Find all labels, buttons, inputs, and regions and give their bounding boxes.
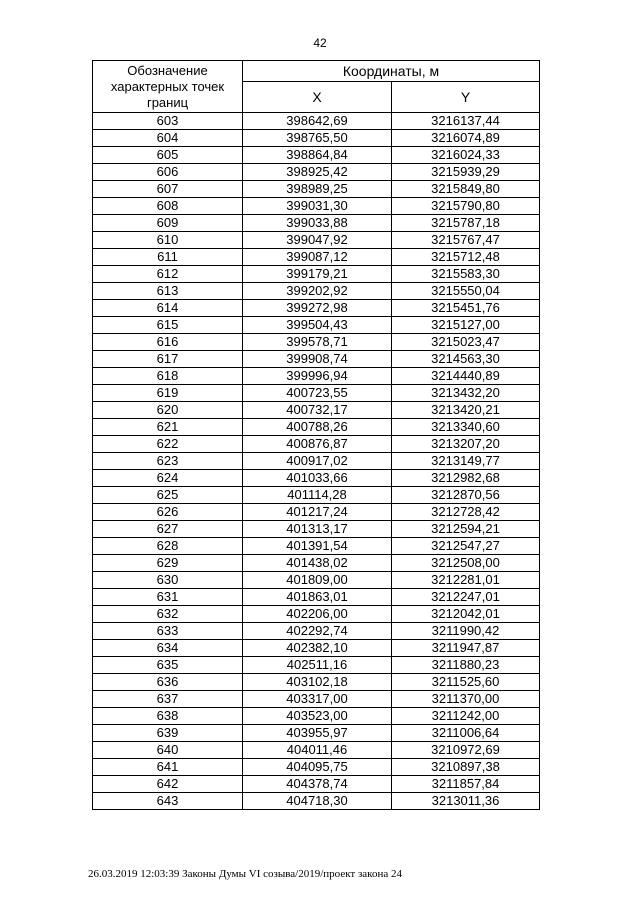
table-row	[93, 215, 540, 232]
page-number: 42	[313, 36, 327, 50]
x-coordinate-cell: 399202,92	[243, 283, 392, 300]
y-coordinate-cell: 3215939,29	[392, 164, 540, 181]
table-row	[93, 708, 540, 725]
table-row	[93, 742, 540, 759]
point-id-cell: 616	[93, 334, 243, 351]
x-coordinate-cell: 399908,74	[243, 351, 392, 368]
point-id-cell: 621	[93, 419, 243, 436]
y-coordinate-cell: 3213207,20	[392, 436, 540, 453]
table-row	[93, 640, 540, 657]
point-id-cell: 622	[93, 436, 243, 453]
x-coordinate-cell: 399033,88	[243, 215, 392, 232]
y-coordinate-cell: 3211370,00	[392, 691, 540, 708]
table-row	[93, 130, 540, 147]
y-coordinate-cell: 3215790,80	[392, 198, 540, 215]
x-coordinate-cell: 402382,10	[243, 640, 392, 657]
header-x: X	[243, 82, 392, 113]
point-id-cell: 638	[93, 708, 243, 725]
table-row	[93, 266, 540, 283]
y-coordinate-cell: 3213340,60	[392, 419, 540, 436]
x-coordinate-cell: 401438,02	[243, 555, 392, 572]
table-row	[93, 759, 540, 776]
table-row	[93, 419, 540, 436]
point-id-cell: 612	[93, 266, 243, 283]
point-id-cell: 624	[93, 470, 243, 487]
table-row	[93, 504, 540, 521]
point-id-cell: 633	[93, 623, 243, 640]
header-designation: Обозначение характерных точек границ	[93, 61, 243, 113]
table-row	[93, 487, 540, 504]
point-id-cell: 628	[93, 538, 243, 555]
point-id-cell: 626	[93, 504, 243, 521]
footer-note: 26.03.2019 12:03:39 Законы Думы VI созыва/2019/проект закона 24	[88, 868, 402, 880]
y-coordinate-cell: 3212870,56	[392, 487, 540, 504]
y-coordinate-cell: 3211947,87	[392, 640, 540, 657]
point-id-cell: 637	[93, 691, 243, 708]
x-coordinate-cell: 401313,17	[243, 521, 392, 538]
x-coordinate-cell: 404011,46	[243, 742, 392, 759]
table-row	[93, 232, 540, 249]
point-id-cell: 642	[93, 776, 243, 793]
header-coordinates: Координаты, м	[243, 61, 540, 82]
x-coordinate-cell: 401863,01	[243, 589, 392, 606]
point-id-cell: 608	[93, 198, 243, 215]
y-coordinate-cell: 3212042,01	[392, 606, 540, 623]
table-row	[93, 521, 540, 538]
y-coordinate-cell: 3210897,38	[392, 759, 540, 776]
coordinates-table	[92, 60, 540, 810]
x-coordinate-cell: 398864,84	[243, 147, 392, 164]
x-coordinate-cell: 401033,66	[243, 470, 392, 487]
point-id-cell: 610	[93, 232, 243, 249]
y-coordinate-cell: 3212281,01	[392, 572, 540, 589]
point-id-cell: 643	[93, 793, 243, 810]
point-id-cell: 605	[93, 147, 243, 164]
table-row	[93, 147, 540, 164]
y-coordinate-cell: 3212982,68	[392, 470, 540, 487]
point-id-cell: 632	[93, 606, 243, 623]
point-id-cell: 620	[93, 402, 243, 419]
table-row	[93, 657, 540, 674]
table-row	[93, 198, 540, 215]
point-id-cell: 618	[93, 368, 243, 385]
x-coordinate-cell: 401217,24	[243, 504, 392, 521]
point-id-cell: 619	[93, 385, 243, 402]
x-coordinate-cell: 404378,74	[243, 776, 392, 793]
point-id-cell: 623	[93, 453, 243, 470]
x-coordinate-cell: 399179,21	[243, 266, 392, 283]
y-coordinate-cell: 3211857,84	[392, 776, 540, 793]
y-coordinate-cell: 3212247,01	[392, 589, 540, 606]
point-id-cell: 604	[93, 130, 243, 147]
point-id-cell: 636	[93, 674, 243, 691]
table-row	[93, 623, 540, 640]
point-id-cell: 625	[93, 487, 243, 504]
table-row	[93, 300, 540, 317]
x-coordinate-cell: 403955,97	[243, 725, 392, 742]
y-coordinate-cell: 3211006,64	[392, 725, 540, 742]
y-coordinate-cell: 3211990,42	[392, 623, 540, 640]
x-coordinate-cell: 402206,00	[243, 606, 392, 623]
x-coordinate-cell: 400788,26	[243, 419, 392, 436]
y-coordinate-cell: 3213420,21	[392, 402, 540, 419]
y-coordinate-cell: 3210972,69	[392, 742, 540, 759]
x-coordinate-cell: 403317,00	[243, 691, 392, 708]
table-row	[93, 402, 540, 419]
point-id-cell: 617	[93, 351, 243, 368]
y-coordinate-cell: 3216024,33	[392, 147, 540, 164]
y-coordinate-cell: 3213011,36	[392, 793, 540, 810]
table-row	[93, 606, 540, 623]
table-row	[93, 555, 540, 572]
x-coordinate-cell: 404718,30	[243, 793, 392, 810]
point-id-cell: 609	[93, 215, 243, 232]
table-row	[93, 589, 540, 606]
x-coordinate-cell: 399578,71	[243, 334, 392, 351]
table-row	[93, 725, 540, 742]
x-coordinate-cell: 399047,92	[243, 232, 392, 249]
table-row	[93, 776, 540, 793]
header-y: Y	[392, 82, 540, 113]
point-id-cell: 630	[93, 572, 243, 589]
x-coordinate-cell: 400723,55	[243, 385, 392, 402]
table-row	[93, 793, 540, 810]
x-coordinate-cell: 399031,30	[243, 198, 392, 215]
y-coordinate-cell: 3213432,20	[392, 385, 540, 402]
y-coordinate-cell: 3211880,23	[392, 657, 540, 674]
point-id-cell: 634	[93, 640, 243, 657]
table-row	[93, 453, 540, 470]
y-coordinate-cell: 3212594,21	[392, 521, 540, 538]
point-id-cell: 603	[93, 113, 243, 130]
table-row	[93, 674, 540, 691]
table-row	[93, 249, 540, 266]
point-id-cell: 631	[93, 589, 243, 606]
table-row	[93, 538, 540, 555]
y-coordinate-cell: 3212728,42	[392, 504, 540, 521]
x-coordinate-cell: 398765,50	[243, 130, 392, 147]
y-coordinate-cell: 3214563,30	[392, 351, 540, 368]
y-coordinate-cell: 3211242,00	[392, 708, 540, 725]
point-id-cell: 635	[93, 657, 243, 674]
y-coordinate-cell: 3215550,04	[392, 283, 540, 300]
x-coordinate-cell: 401809,00	[243, 572, 392, 589]
point-id-cell: 627	[93, 521, 243, 538]
point-id-cell: 640	[93, 742, 243, 759]
y-coordinate-cell: 3215712,48	[392, 249, 540, 266]
x-coordinate-cell: 401391,54	[243, 538, 392, 555]
y-coordinate-cell: 3212547,27	[392, 538, 540, 555]
x-coordinate-cell: 404095,75	[243, 759, 392, 776]
point-id-cell: 639	[93, 725, 243, 742]
x-coordinate-cell: 400917,02	[243, 453, 392, 470]
table-row	[93, 283, 540, 300]
x-coordinate-cell: 403102,18	[243, 674, 392, 691]
point-id-cell: 606	[93, 164, 243, 181]
table-row	[93, 164, 540, 181]
x-coordinate-cell: 399504,43	[243, 317, 392, 334]
table-row	[93, 385, 540, 402]
y-coordinate-cell: 3215127,00	[392, 317, 540, 334]
y-coordinate-cell: 3215023,47	[392, 334, 540, 351]
y-coordinate-cell: 3211525,60	[392, 674, 540, 691]
x-coordinate-cell: 399272,98	[243, 300, 392, 317]
point-id-cell: 611	[93, 249, 243, 266]
point-id-cell: 615	[93, 317, 243, 334]
table-row	[93, 691, 540, 708]
table-body	[93, 113, 540, 810]
x-coordinate-cell: 399996,94	[243, 368, 392, 385]
y-coordinate-cell: 3215787,18	[392, 215, 540, 232]
point-id-cell: 641	[93, 759, 243, 776]
y-coordinate-cell: 3215849,80	[392, 181, 540, 198]
x-coordinate-cell: 398925,42	[243, 164, 392, 181]
x-coordinate-cell: 402511,16	[243, 657, 392, 674]
y-coordinate-cell: 3214440,89	[392, 368, 540, 385]
point-id-cell: 629	[93, 555, 243, 572]
x-coordinate-cell: 398642,69	[243, 113, 392, 130]
x-coordinate-cell: 400876,87	[243, 436, 392, 453]
table-row	[93, 436, 540, 453]
y-coordinate-cell: 3216074,89	[392, 130, 540, 147]
table-row	[93, 113, 540, 130]
point-id-cell: 607	[93, 181, 243, 198]
y-coordinate-cell: 3213149,77	[392, 453, 540, 470]
table-row	[93, 351, 540, 368]
point-id-cell: 614	[93, 300, 243, 317]
y-coordinate-cell: 3215451,76	[392, 300, 540, 317]
point-id-cell: 613	[93, 283, 243, 300]
table-row	[93, 470, 540, 487]
table-row	[93, 572, 540, 589]
x-coordinate-cell: 400732,17	[243, 402, 392, 419]
table-row	[93, 317, 540, 334]
y-coordinate-cell: 3212508,00	[392, 555, 540, 572]
table-row	[93, 334, 540, 351]
table-row	[93, 368, 540, 385]
x-coordinate-cell: 399087,12	[243, 249, 392, 266]
x-coordinate-cell: 402292,74	[243, 623, 392, 640]
x-coordinate-cell: 398989,25	[243, 181, 392, 198]
y-coordinate-cell: 3215583,30	[392, 266, 540, 283]
y-coordinate-cell: 3216137,44	[392, 113, 540, 130]
table-row	[93, 181, 540, 198]
y-coordinate-cell: 3215767,47	[392, 232, 540, 249]
x-coordinate-cell: 401114,28	[243, 487, 392, 504]
x-coordinate-cell: 403523,00	[243, 708, 392, 725]
